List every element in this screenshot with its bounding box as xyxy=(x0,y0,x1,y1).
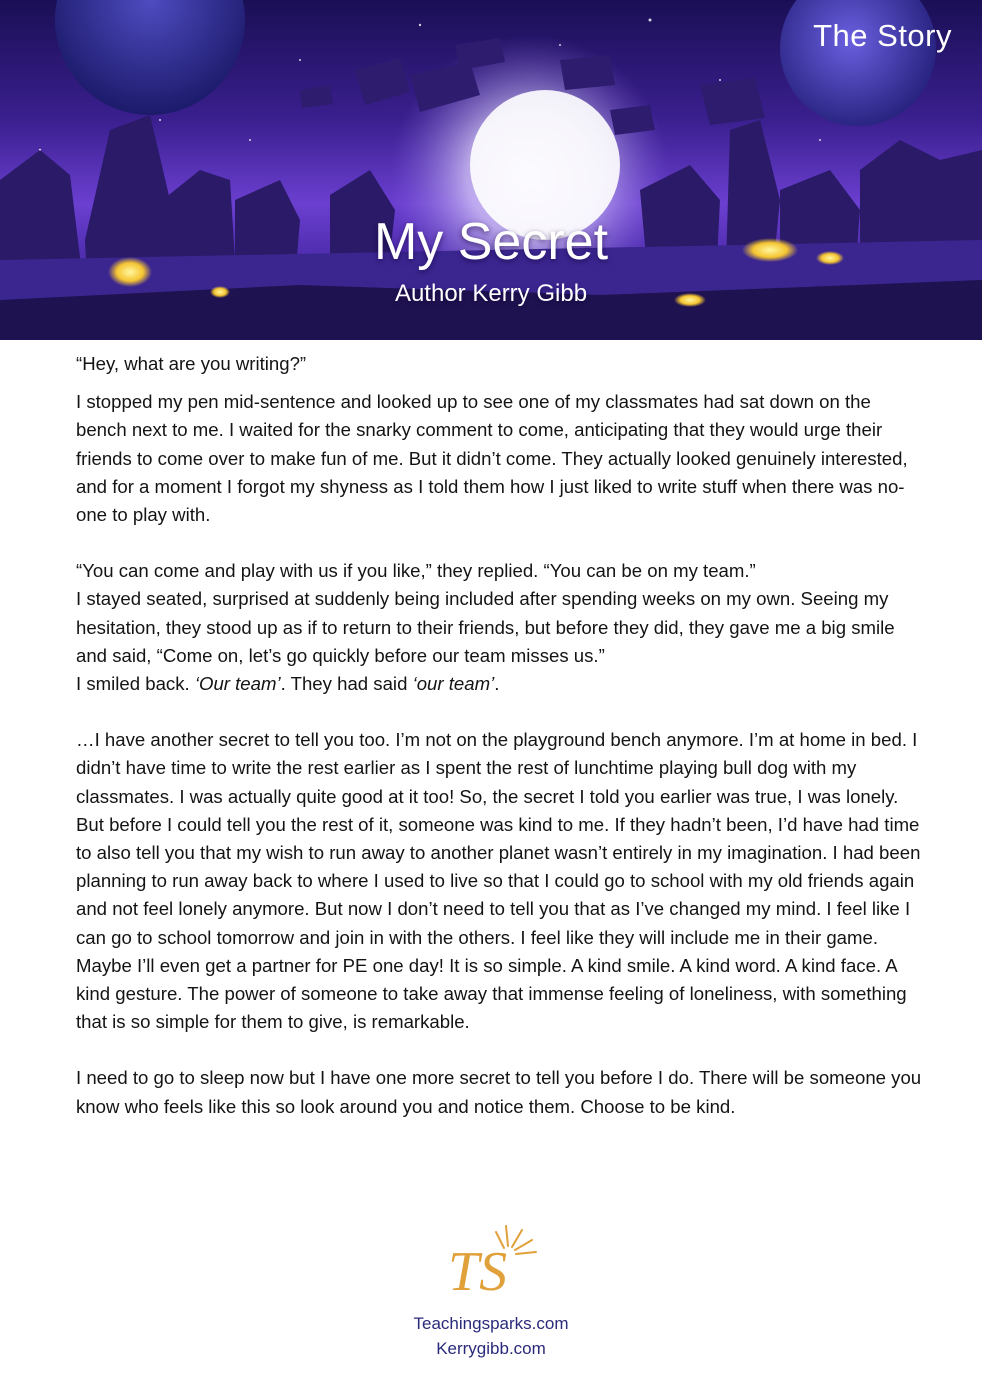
story-paragraph-1: “Hey, what are you writing?” xyxy=(76,353,307,374)
story-text: . xyxy=(494,673,500,695)
story-paragraph-7: I need to go to sleep now but I have one more secret to tell you before I do. There will be someone you know who feels like this so look around you and notice them. Choose to be kind. xyxy=(76,1067,922,1117)
story-italic-text: ‘our team’ xyxy=(412,673,495,695)
teachingsparks-logo xyxy=(436,1222,546,1312)
logo-text: TS xyxy=(448,1241,508,1303)
footer-link-teachingsparks[interactable]: Teachingsparks.com xyxy=(413,1314,569,1333)
sparkle-logo-icon xyxy=(436,1222,546,1312)
story-text: . They had said xyxy=(280,673,413,695)
story-body xyxy=(76,350,926,1121)
story-italic-text: ‘Our team’ xyxy=(194,673,281,695)
story-paragraph-6: …I have another secret to tell you too. I’m not on the playground bench anymore. I’m at home in bed. I didn’t have time to write the rest earlier as I spent the rest of lunchtime playing bull dog with my classmates. I was actually quite good at it too! So, the secret I told you earlier was true, I was lonely. But before I could tell you the rest of it, someone was kind to me. If they hadn’t been, I’d have had time to also tell you that my wish to run away to another planet wasn’t entirely in my imagination. I had been planning to run away back to where I used to live so that I could go to school with my old friends again and not feel lonely anymore. But now I don’t need to tell you that as I’ve changed my mind. I feel like I can go to school tomorrow and join in with the others. I feel like they will include me in their game. Maybe I’ll even get a partner for PE one day! It is so simple. A kind smile. A kind word. A kind face. A kind gesture. The power of someone to take away that immense feeling of loneliness, with something that is so simple for them to give, is remarkable. xyxy=(76,729,921,1033)
footer-link-kerrygibb[interactable]: Kerrygibb.com xyxy=(436,1339,546,1358)
story-paragraph-5 xyxy=(76,670,926,698)
author-byline: Author Kerry Gibb xyxy=(394,280,588,307)
header-banner xyxy=(0,0,982,340)
section-label: The Story xyxy=(813,18,952,53)
story-paragraph-3: “You can come and play with us if you like,” they replied. “You can be on my team.” xyxy=(76,560,756,582)
story-paragraph-4: I stayed seated, surprised at suddenly being included after spending weeks on my own. Seeing my hesitation, they stood up as if to return to their friends, but before they did, they gave me a big smile and said, “Come on, let’s go quickly before our team misses us.” xyxy=(76,588,895,666)
story-paragraph-2: I stopped my pen mid-sentence and looked up to see one of my classmates had sat down on the bench next to me. I waited for the snarky comment to come, anticipating that they would urge their friends to come over to make fun of me. But it didn’t come. They actually looked genuinely interested, and for a moment I forgot my shyness as I told them how I just liked to write stuff when there was no-one to play with. xyxy=(76,391,908,526)
page-title: My Secret xyxy=(373,213,609,271)
story-text: I smiled back. xyxy=(76,673,195,695)
